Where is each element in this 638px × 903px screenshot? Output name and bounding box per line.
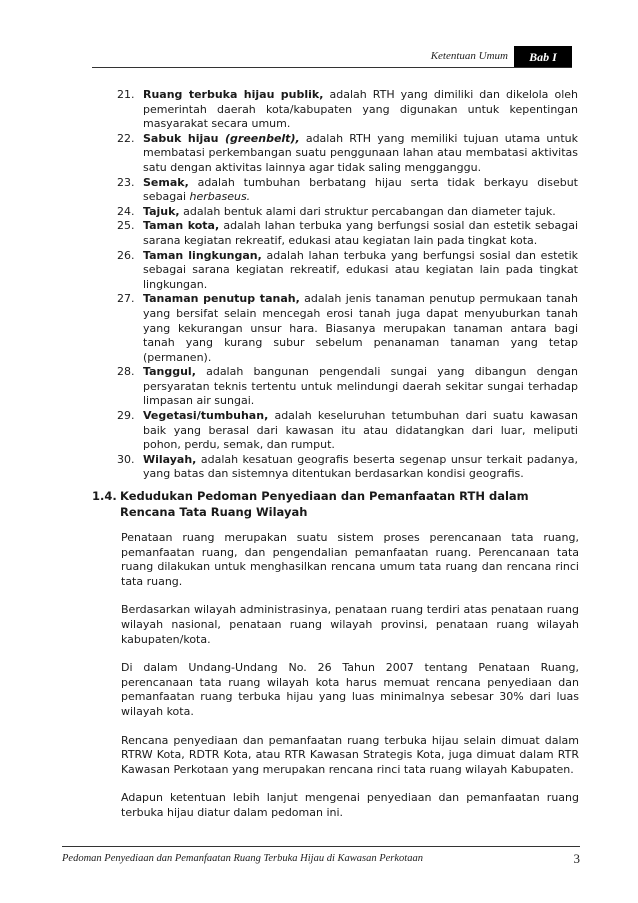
definition-item (117, 292, 578, 365)
definition-text-italic: herbaseus. (189, 190, 251, 204)
definition-text: adalah lahan terbuka yang berfungsi sosial dan estetik sebagai sarana kegiatan rekreatif, edukasi atau kegiatan lain pada tingkat lingkungan. (143, 248, 578, 291)
definition-number: 24. (117, 204, 135, 218)
definition-term: Ruang terbuka hijau publik, (143, 88, 324, 101)
section-number: 1.4. (92, 489, 117, 503)
definition-number: 23. (117, 175, 135, 189)
definition-item (117, 409, 578, 453)
definition-number: 25. (117, 219, 135, 233)
definition-number: 26. (117, 248, 135, 262)
definition-number: 27. (117, 292, 135, 306)
definition-term: Tanaman penutup tanah, (143, 292, 300, 306)
definition-text: adalah kesatuan geografis beserta segenap unsur terkait padanya, yang batas dan sistemnya ditentukan berdasarkan kondisi geografis. (143, 452, 578, 481)
definition-item (117, 204, 578, 220)
footer-title: Pedoman Penyediaan dan Pemanfaatan Ruang Terbuka Hijau di Kawasan Perkotaan (62, 853, 423, 864)
definition-text: adalah bentuk alami dari struktur percabangan dan diameter tajuk. (179, 204, 556, 218)
definition-list (0, 88, 638, 482)
definition-item (117, 219, 578, 248)
definition-item (117, 88, 578, 132)
page-header (0, 46, 638, 68)
definition-text: adalah jenis tanaman penutup permukaan tanah yang bersifat selain mencegah erosi tanah juga dapat menyuburkan tanah yang kekurangan unsur hara. Biasanya merupakan tanaman antara bagi tanah yang kurang subur sebelum penanaman tanaman yang tetap (permanen). (143, 292, 578, 364)
paragraph: Penataan ruang merupakan suatu sistem proses perencanaan tata ruang, pemanfaatan ruang, dan pengendalian pemanfaatan ruang. Perencanaan tata ruang dilakukan untuk menghasilkan rencana umum tata ruang dan rencana rinci tata ruang. (121, 531, 579, 588)
definition-text: adalah lahan terbuka yang berfungsi sosial dan estetik sebagai sarana kegiatan rekreatif, edukasi atau kegiatan lain pada tingkat kota. (143, 219, 578, 247)
definition-term: Taman lingkungan, (143, 248, 262, 262)
section-title: Kedudukan Pedoman Penyediaan dan Pemanfaatan RTH dalam Rencana Tata Ruang Wilayah (120, 489, 529, 519)
definition-text: adalah RTH yang dimiliki dan dikelola oleh pemerintah daerah kota/kabupaten yang digunakan untuk kepentingan masyarakat secara umum. (143, 88, 578, 131)
definition-term: Vegetasi/tumbuhan, (143, 409, 269, 423)
header-section-label: Ketentuan Umum (430, 50, 508, 62)
header-rule (92, 67, 572, 68)
header-chapter-badge: Bab I (514, 46, 572, 68)
definition-item (117, 452, 578, 482)
section-heading (92, 488, 578, 520)
definition-term: Sabuk hijau (143, 131, 225, 145)
definition-number: 28. (117, 365, 135, 379)
page-number: 3 (573, 851, 580, 866)
definition-text: adalah tumbuhan berbatang hijau serta tidak berkayu disebut sebagai (143, 175, 578, 204)
page-content (0, 88, 638, 482)
definition-number: 30. (117, 452, 135, 466)
definition-text: adalah bangunan pengendali sungai yang dibangun dengan persyaratan teknis tertentu untuk melindungi daerah sekitar sungai terhadap limpasan air sungai. (143, 365, 578, 408)
definition-number: 22. (117, 131, 135, 145)
definition-number: 29. (117, 409, 135, 423)
definition-term: Tajuk, (143, 204, 180, 218)
definition-term: Semak, (143, 175, 189, 189)
definition-text: adalah RTH yang memiliki tujuan utama untuk membatasi perkembangan suatu penggunaan lahan atau membatasi aktivitas satu dengan aktivitas lainnya agar tidak saling mengganggu. (143, 131, 578, 174)
definition-item (117, 365, 578, 409)
paragraph: Di dalam Undang-Undang No. 26 Tahun 2007 tentang Penataan Ruang, perencanaan tata ruang wilayah kota harus memuat rencana penyediaan dan pemanfaatan ruang terbuka hijau yang luas minimalnya sebesar 30% dari luas wilayah kota. (121, 661, 579, 718)
definition-term-italic: (greenbelt), (225, 131, 300, 145)
paragraph: Adapun ketentuan lebih lanjut mengenai penyediaan dan pemanfaatan ruang terbuka hijau diatur dalam pedoman ini. (121, 791, 579, 819)
definition-term: Tanggul, (143, 365, 196, 379)
definition-text: adalah keseluruhan tetumbuhan dari suatu kawasan baik yang berasal dari kawasan itu atau didatangkan dari luar, meliputi pohon, perdu, semak, dan rumput. (143, 409, 578, 452)
definition-item (117, 131, 578, 176)
definition-item (117, 175, 578, 205)
footer-rule (62, 846, 580, 847)
paragraph: Berdasarkan wilayah administrasinya, penataan ruang terdiri atas penataan ruang wilayah nasional, penataan ruang wilayah provinsi, penataan ruang wilayah kabupaten/kota. (121, 603, 579, 646)
paragraph: Rencana penyediaan dan pemanfaatan ruang terbuka hijau selain dimuat dalam RTRW Kota, RDTR Kota, atau RTR Kawasan Strategis Kota, juga dimuat dalam RTR Kawasan Perkotaan yang merupakan rencana rinci tata ruang wilayah Kabupaten. (121, 733, 579, 776)
section-body (121, 531, 579, 835)
definition-item (117, 248, 578, 293)
definition-term: Taman kota, (143, 219, 220, 233)
definition-number: 21. (117, 88, 135, 101)
definition-term: Wilayah, (143, 452, 197, 466)
